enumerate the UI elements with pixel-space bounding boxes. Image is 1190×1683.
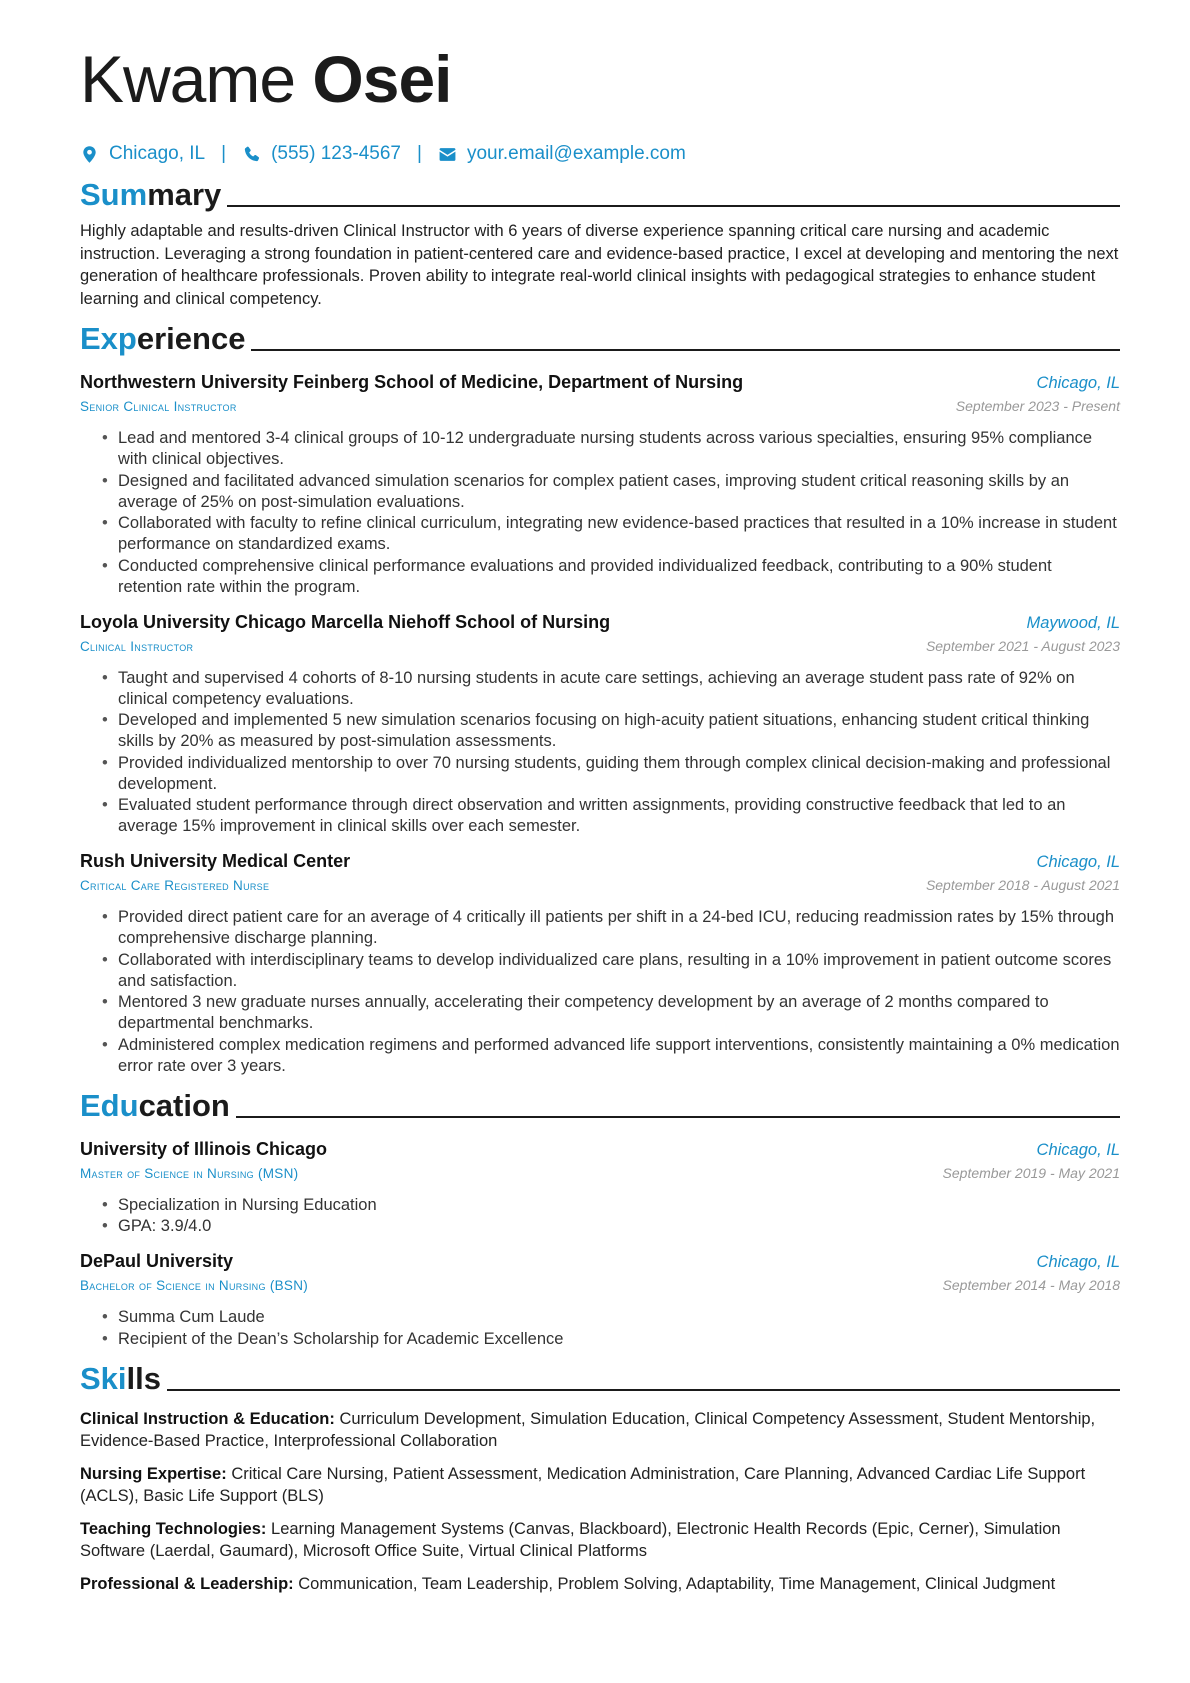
- bullet-item: • Provided individualized mentorship to over 70 nursing students, guiding them through complex clinical decision-making and professional development.: [118, 753, 1120, 795]
- section-rule: [227, 205, 1120, 207]
- entry-dates: September 2018 - August 2021: [925, 877, 1120, 893]
- bullet-item: • Designed and facilitated advanced simulation scenarios for complex patient cases, improving student critical reasoning skills by an average of 25% on post-simulation evaluations.: [118, 471, 1120, 513]
- bullet-item: • Summa Cum Laude: [118, 1307, 1120, 1328]
- experience-entry: [80, 610, 1120, 838]
- section-title: Education: [80, 1087, 230, 1123]
- skill-label: Clinical Instruction & Education:: [80, 1409, 335, 1428]
- section-rule: [251, 349, 1120, 351]
- skill-label: Teaching Technologies:: [80, 1519, 267, 1538]
- education-entry: [80, 1249, 1120, 1350]
- bullet-item: • Conducted comprehensive clinical performance evaluations and provided individualized feedback, contributing to a 90% student retention rate within the program.: [118, 556, 1120, 598]
- skill-values: Learning Management Systems (Canvas, Blackboard), Electronic Health Records (Epic, Cerner), Simulation Software (Laerdal, Gaumard), Microsoft Office Suite, Virtual Clinical Platforms: [80, 1519, 1061, 1560]
- email-link[interactable]: your.email@example.com: [466, 143, 686, 164]
- envelope-icon: [438, 145, 457, 164]
- entry-location: Maywood, IL: [1026, 613, 1120, 632]
- bullet-item: • Provided direct patient care for an average of 4 critically ill patients per shift in a 24-bed ICU, reducing readmission rates by 15% through comprehensive discharge planning.: [118, 907, 1120, 949]
- bullet-item: • Taught and supervised 4 cohorts of 8-10 nursing students in acute care settings, achieving an average student pass rate of 92% on clinical competency evaluations.: [118, 668, 1120, 710]
- candidate-name: [80, 44, 1120, 114]
- phone-icon: [242, 145, 261, 164]
- entry-dates: September 2014 - May 2018: [942, 1277, 1120, 1293]
- bullet-item: • GPA: 3.9/4.0: [118, 1216, 1120, 1237]
- bullet-item: • Collaborated with faculty to refine clinical curriculum, integrating new evidence-based practices that resulted in a 10% increase in student performance on standardized exams.: [118, 513, 1120, 555]
- school: DePaul University: [80, 1251, 234, 1271]
- bullet-item: • Developed and implemented 5 new simulation scenarios focusing on high-acuity patient situations, enhancing student critical thinking skills by 20% as measured by post-simulation assessments.: [118, 710, 1120, 752]
- degree: Bachelor of Science in Nursing (BSN): [80, 1278, 309, 1293]
- contact-separator: |: [417, 143, 422, 164]
- bullet-list: [80, 1195, 1120, 1238]
- experience-entry: [80, 849, 1120, 1077]
- education-heading: [80, 1087, 1120, 1125]
- job-title: Senior Clinical Instructor: [80, 399, 237, 414]
- skill-values: Curriculum Development, Simulation Education, Clinical Competency Assessment, Student Mentorship, Evidence-Based Practice, Interprofessional Collaboration: [80, 1409, 1096, 1450]
- map-pin-icon: [80, 145, 99, 164]
- bullet-item: • Recipient of the Dean’s Scholarship for Academic Excellence: [118, 1329, 1120, 1350]
- experience-entry: [80, 370, 1120, 598]
- summary-text: Highly adaptable and results-driven Clinical Instructor with 6 years of diverse experience spanning critical care nursing and academic instruction. Leveraging a strong foundation in patient-centered care and evidence-based practice, I excel at developing and mentoring the next generation of healthcare professionals. Proven ability to integrate real-world clinical insights with pedagogical strategies to enhance student learning and clinical competency.: [80, 222, 1119, 308]
- entry-location: Chicago, IL: [1036, 1140, 1120, 1159]
- job-title: Critical Care Registered Nurse: [80, 878, 270, 893]
- experience-heading: [80, 320, 1120, 358]
- bullet-item: • Evaluated student performance through direct observation and written assignments, providing constructive feedback that led to an average 15% improvement in clinical skills over each semester.: [118, 795, 1120, 837]
- location-text: Chicago, IL: [109, 143, 206, 164]
- contact-separator: |: [221, 143, 227, 164]
- bullet-list: [80, 907, 1120, 1077]
- bullet-list: [80, 428, 1120, 598]
- bullet-list: [80, 668, 1120, 838]
- bullet-list: [80, 1307, 1120, 1350]
- skill-group: [80, 1463, 1120, 1508]
- section-title: Skills: [80, 1360, 161, 1396]
- entry-dates: September 2019 - May 2021: [942, 1164, 1120, 1181]
- skill-values: Critical Care Nursing, Patient Assessment, Medication Administration, Care Planning, Advanced Cardiac Life Support (ACLS), Basic Life Support (BLS): [80, 1464, 1086, 1505]
- skill-group: [80, 1573, 1120, 1596]
- entry-location: Chicago, IL: [1036, 374, 1120, 392]
- entry-location: Chicago, IL: [1036, 853, 1120, 871]
- section-rule: [236, 1116, 1120, 1118]
- bullet-item: • Administered complex medication regimens and performed advanced life support interventions, consistently maintaining a 0% medication error rate over 3 years.: [118, 1035, 1120, 1077]
- school: University of Illinois Chicago: [80, 1138, 328, 1159]
- bullet-item: • Mentored 3 new graduate nurses annually, accelerating their competency development by an average of 2 months compared to departmental benchmarks.: [118, 992, 1120, 1034]
- skill-label: Nursing Expertise:: [80, 1464, 227, 1483]
- section-rule: [167, 1389, 1120, 1391]
- contact-location: [80, 142, 205, 166]
- employer: Rush University Medical Center: [80, 851, 351, 871]
- skill-label: Professional & Leadership:: [80, 1574, 294, 1593]
- skills-heading: [80, 1360, 1120, 1398]
- contact-bar: [80, 142, 1120, 166]
- skill-group: [80, 1408, 1120, 1453]
- degree: Master of Science in Nursing (MSN): [80, 1165, 299, 1181]
- phone-text: (555) 123-4567: [271, 143, 401, 164]
- bullet-item: • Collaborated with interdisciplinary teams to develop individualized care plans, resulting in a 10% improvement in patient outcome scores and satisfaction.: [118, 950, 1120, 992]
- first-name: Kwame: [80, 42, 296, 116]
- entry-dates: September 2021 - August 2023: [925, 637, 1120, 654]
- section-title: Summary: [80, 177, 222, 212]
- entry-location: Chicago, IL: [1036, 1253, 1120, 1271]
- skill-values: Communication, Team Leadership, Problem Solving, Adaptability, Time Management, Clinical Judgment: [298, 1574, 1056, 1593]
- job-title: Clinical Instructor: [80, 638, 194, 654]
- skill-group: [80, 1518, 1120, 1563]
- contact-email[interactable]: [438, 142, 686, 166]
- education-entry: [80, 1137, 1120, 1238]
- bullet-item: • Lead and mentored 3-4 clinical groups of 10-12 undergraduate nursing students across various specialties, ensuring 95% compliance with clinical objectives.: [118, 428, 1120, 470]
- last-name: Osei: [312, 42, 452, 116]
- employer: Northwestern University Feinberg School of Medicine, Department of Nursing: [80, 372, 744, 392]
- entry-dates: September 2023 - Present: [955, 398, 1120, 414]
- employer: Loyola University Chicago Marcella Niehoff School of Nursing: [80, 611, 611, 632]
- bullet-item: • Specialization in Nursing Education: [118, 1195, 1120, 1216]
- section-title: Experience: [80, 321, 246, 356]
- contact-phone[interactable]: [242, 142, 401, 166]
- summary-heading: [80, 176, 1120, 214]
